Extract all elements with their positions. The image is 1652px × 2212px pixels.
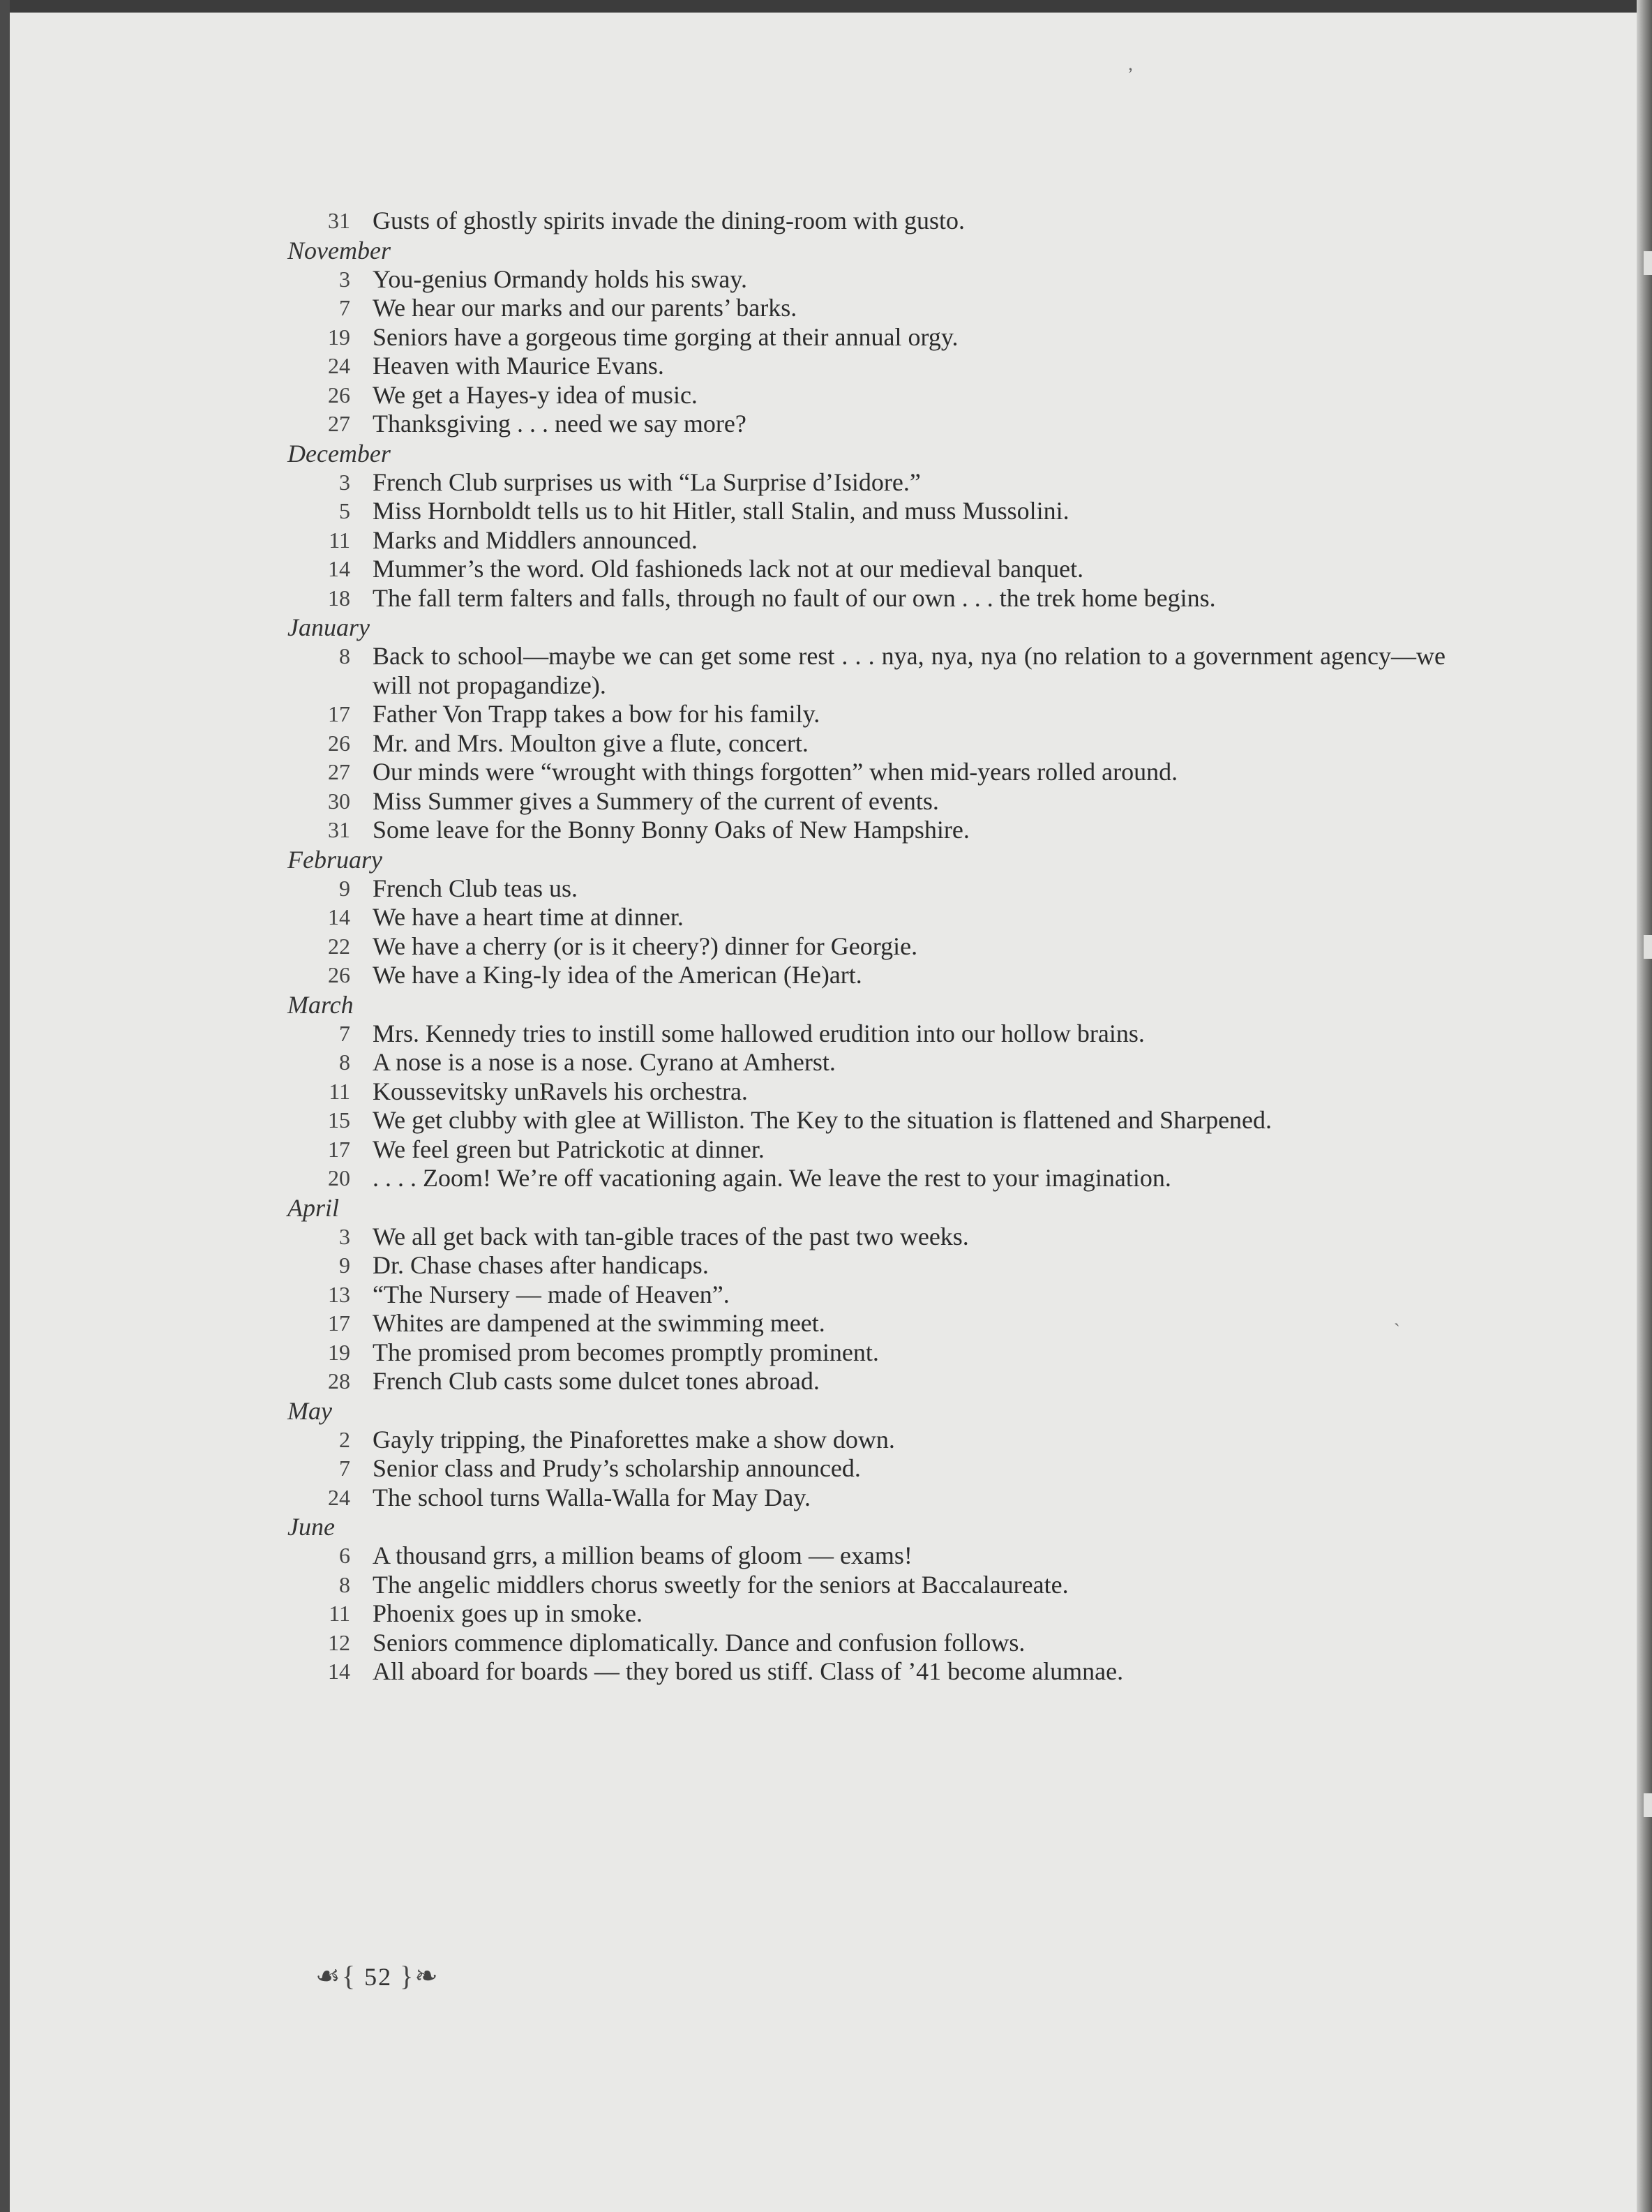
entry-text: Seniors have a gorgeous time gorging at their annual orgy.	[373, 322, 959, 351]
calendar-entry	[287, 1541, 1446, 1571]
entry-text: Phoenix goes up in smoke.	[373, 1599, 643, 1627]
left-ornament-icon: ☙{	[315, 1960, 357, 1991]
month-heading: December	[287, 439, 391, 468]
calendar-entry	[287, 874, 1446, 904]
entry-text: Mummer’s the word. Old fashioneds lack not at our medieval banquet.	[373, 555, 1084, 583]
entry-text: The school turns Walla-Walla for May Day.	[373, 1483, 811, 1511]
month-heading: November	[287, 236, 391, 264]
entry-day: 7	[339, 295, 350, 320]
month-section-april	[287, 1193, 1446, 1396]
calendar-entry	[287, 700, 1446, 729]
calendar-entry	[287, 294, 1446, 323]
calendar-entry	[287, 1077, 1446, 1107]
month-heading: April	[287, 1193, 340, 1222]
month-heading: January	[287, 613, 370, 641]
entry-text: Back to school—maybe we can get some rest . . . nya, nya, nya (no relation to a government agency—we will not propagandize).	[373, 642, 1446, 699]
entry-text: Gusts of ghostly spirits invade the dining-room with gusto.	[373, 207, 965, 234]
entry-day: 8	[339, 1049, 350, 1075]
month-section-march	[287, 990, 1446, 1193]
entry-text: . . . . Zoom! We’re off vacationing again. We leave the rest to your imagination.	[373, 1164, 1171, 1192]
entry-day: 15	[328, 1107, 350, 1133]
month-heading: March	[287, 990, 354, 1019]
entry-day: 26	[328, 962, 350, 987]
entry-text: Senior class and Prudy’s scholarship announced.	[373, 1454, 861, 1482]
entry-day: 17	[328, 1136, 350, 1162]
entry-day: 2	[339, 1426, 350, 1452]
entry-day: 31	[328, 208, 350, 233]
calendar-entry	[287, 1106, 1446, 1135]
calendar-entry	[287, 1599, 1446, 1629]
scan-left-border	[0, 0, 10, 2212]
scan-right-border	[1637, 0, 1652, 2212]
entry-text: Dr. Chase chases after handicaps.	[373, 1251, 709, 1279]
calendar-entry	[287, 903, 1446, 932]
entry-day: 22	[328, 933, 350, 959]
entry-day: 26	[328, 730, 350, 756]
entry-day: 8	[339, 643, 350, 668]
entry-text: Some leave for the Bonny Bonny Oaks of New Hampshire.	[373, 816, 970, 844]
opening-entries	[287, 207, 1446, 236]
calendar-entry	[287, 1309, 1446, 1338]
entry-text: We get a Hayes-y idea of music.	[373, 380, 698, 409]
entry-text: Seniors commence diplomatically. Dance and confusion follows.	[373, 1628, 1026, 1657]
calendar-entry	[287, 265, 1446, 294]
calendar-entry	[287, 1367, 1446, 1396]
calendar-entry	[287, 1280, 1446, 1310]
month-heading: February	[287, 845, 382, 874]
month-section-january	[287, 613, 1446, 845]
entry-text: Miss Hornboldt tells us to hit Hitler, stall Stalin, and muss Mussolini.	[373, 497, 1069, 525]
calendar-entry	[287, 816, 1446, 845]
calendar-entry	[287, 1223, 1446, 1252]
entry-day: 7	[339, 1020, 350, 1046]
entry-day: 6	[339, 1543, 350, 1568]
entry-text: We have a heart time at dinner.	[373, 903, 684, 931]
calendar-entry	[287, 1657, 1446, 1687]
entry-text: A nose is a nose is a nose. Cyrano at Amherst.	[373, 1048, 836, 1076]
calendar-list	[287, 207, 1446, 1687]
month-section-december	[287, 439, 1446, 613]
page-number: 52	[364, 1963, 393, 1991]
calendar-entry	[287, 1629, 1446, 1658]
scan-top-border	[0, 0, 1652, 13]
entry-text: Thanksgiving . . . need we say more?	[373, 410, 746, 438]
month-heading: June	[287, 1513, 335, 1541]
entry-text: We have a cherry (or is it cheery?) dinner for Georgie.	[373, 932, 918, 960]
calendar-entry	[287, 787, 1446, 816]
entry-text: French Club surprises us with “La Surprise d’Isidore.”	[373, 468, 921, 496]
entry-day: 18	[328, 585, 350, 611]
scan-binding-notch	[1644, 935, 1652, 959]
entry-text: Koussevitsky unRavels his orchestra.	[373, 1077, 748, 1105]
entry-day: 20	[328, 1165, 350, 1190]
calendar-entry	[287, 526, 1446, 555]
entry-text: Miss Summer gives a Summery of the current of events.	[373, 786, 939, 815]
calendar-entry	[287, 642, 1446, 700]
calendar-entry	[287, 1571, 1446, 1600]
entry-text: Mrs. Kennedy tries to instill some hallowed erudition into our hollow brains.	[373, 1019, 1145, 1047]
entry-day: 26	[328, 382, 350, 408]
calendar-entry	[287, 497, 1446, 526]
calendar-entry	[287, 323, 1446, 352]
entry-day: 3	[339, 1223, 350, 1249]
entry-day: 9	[339, 1253, 350, 1278]
entry-text: Father Von Trapp takes a bow for his family.	[373, 700, 820, 728]
entry-text: Marks and Middlers announced.	[373, 525, 698, 554]
entry-text: Our minds were “wrought with things forgotten” when mid-years rolled around.	[373, 758, 1178, 786]
entry-text: A thousand grrs, a million beams of gloom — exams!	[373, 1541, 913, 1569]
month-sections	[287, 236, 1446, 1687]
entry-day: 14	[328, 1659, 350, 1684]
entry-text: We get clubby with glee at Williston. The Key to the situation is flattened and Sharpened.	[373, 1106, 1272, 1134]
entry-day: 14	[328, 904, 350, 929]
entry-text: The fall term falters and falls, through no fault of our own . . . the trek home begins.	[373, 583, 1216, 612]
entry-day: 3	[339, 469, 350, 495]
calendar-entry	[287, 1019, 1446, 1049]
entry-day: 11	[329, 1601, 350, 1626]
entry-day: 13	[328, 1281, 350, 1307]
calendar-entry	[287, 352, 1446, 381]
calendar-entry	[287, 961, 1446, 990]
entry-day: 27	[328, 411, 350, 436]
entry-day: 19	[328, 1339, 350, 1365]
entry-day: 11	[329, 1078, 350, 1104]
entry-day: 3	[339, 266, 350, 292]
entry-day: 31	[328, 817, 350, 842]
entry-text: “The Nursery — made of Heaven”.	[373, 1280, 730, 1308]
entry-day: 24	[328, 353, 350, 378]
entry-day: 5	[339, 498, 350, 523]
calendar-entry	[287, 758, 1446, 787]
entry-day: 27	[328, 759, 350, 784]
entry-day: 30	[328, 788, 350, 814]
entry-text: Whites are dampened at the swimming meet.	[373, 1309, 825, 1337]
page-number-block	[315, 1959, 440, 1992]
entry-day: 7	[339, 1456, 350, 1481]
entry-day: 9	[339, 875, 350, 901]
entry-text: French Club teas us.	[373, 874, 578, 902]
month-section-november	[287, 236, 1446, 439]
calendar-entry	[287, 207, 1446, 236]
calendar-entry	[287, 932, 1446, 962]
calendar-entry	[287, 584, 1446, 613]
entry-text: The angelic middlers chorus sweetly for the seniors at Baccalaureate.	[373, 1570, 1069, 1599]
entry-day: 11	[329, 527, 350, 553]
calendar-entry	[287, 1454, 1446, 1484]
calendar-entry	[287, 1048, 1446, 1077]
entry-day: 8	[339, 1571, 350, 1597]
calendar-entry	[287, 555, 1446, 584]
calendar-entry	[287, 1164, 1446, 1193]
entry-day: 19	[328, 324, 350, 350]
scan-binding-notch	[1644, 1793, 1652, 1817]
entry-text: All aboard for boards — they bored us stiff. Class of ’41 become alumnae.	[373, 1657, 1124, 1685]
entry-day: 24	[328, 1484, 350, 1510]
calendar-entry	[287, 1251, 1446, 1280]
calendar-entry	[287, 410, 1446, 439]
calendar-entry	[287, 1135, 1446, 1165]
entry-text: We feel green but Patrickotic at dinner.	[373, 1135, 765, 1163]
entry-text: You-genius Ormandy holds his sway.	[373, 264, 748, 293]
entry-text: Gayly tripping, the Pinaforettes make a show down.	[373, 1425, 895, 1454]
entry-text: Mr. and Mrs. Moulton give a flute, concert.	[373, 728, 809, 757]
entry-text: Heaven with Maurice Evans.	[373, 352, 664, 380]
entry-day: 14	[328, 556, 350, 581]
entry-text: We have a King-ly idea of the American (He)art.	[373, 961, 862, 989]
entry-day: 12	[328, 1629, 350, 1655]
calendar-entry	[287, 468, 1446, 498]
calendar-entry	[287, 381, 1446, 410]
entry-text: We all get back with tan-gible traces of the past two weeks.	[373, 1222, 969, 1250]
calendar-entry	[287, 1338, 1446, 1368]
entry-text: French Club casts some dulcet tones abroad.	[373, 1367, 820, 1395]
month-section-may	[287, 1396, 1446, 1513]
month-section-june	[287, 1512, 1446, 1687]
entry-day: 17	[328, 1310, 350, 1336]
entry-text: The promised prom becomes promptly prominent.	[373, 1338, 879, 1366]
entry-day: 17	[328, 701, 350, 726]
entry-text: We hear our marks and our parents’ barks.	[373, 294, 797, 322]
scan-binding-notch	[1644, 251, 1652, 275]
entry-day: 28	[328, 1368, 350, 1393]
calendar-entry	[287, 1484, 1446, 1513]
right-ornament-icon: }❧	[400, 1960, 440, 1991]
month-heading: May	[287, 1396, 332, 1425]
stray-ink-mark: ʼ	[1127, 64, 1134, 84]
month-section-february	[287, 845, 1446, 990]
calendar-entry	[287, 729, 1446, 758]
calendar-entry	[287, 1426, 1446, 1455]
stray-ink-mark: ˴	[1394, 1312, 1400, 1332]
